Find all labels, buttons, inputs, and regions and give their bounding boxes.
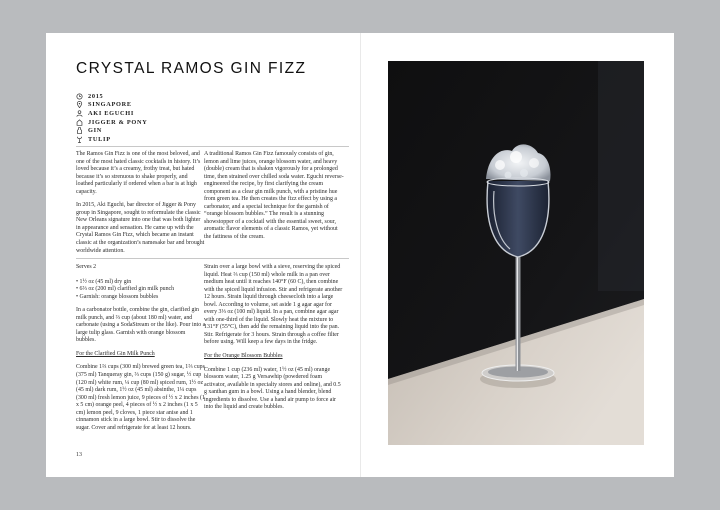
intro-paragraph: The Ramos Gin Fizz is one of the most beloved, and one of the most hated classic cocktails in history. It’s loved because it’s a creamy, frothy treat, but hated because it’s so strenuous to shake properly, and loathed particularly if ordered when a bar is at high capacity. — [76, 151, 201, 195]
recipe-right-column — [204, 264, 344, 418]
spirit-bottle-icon — [76, 127, 88, 134]
ingredient-item: • 6⅔ oz (200 ml) clarified gin milk punch — [76, 286, 206, 294]
strain-text: Strain over a large bowl with a sieve, reserving the spiced liquid. Heat ⅔ cup (150 ml) whole milk in a pan over medium heat until it reaches 140°F (60 C), then combine with the spiced liquid infusion. Stir and refrigerate another 12 hours. Strain liquid through cheesecloth into a large bowl. According to volume, set aside 1 g agar agar for every 3⅓ oz (100 ml) liquid. In a pan, combine agar agar with one-third of the liquid. Slowly heat the mixture to 131°F (55°C), then add the remaining liquid into the pan. Stir. Refrigerate for 3 hours. Strain through a coffee filter before using. Will keep a few days in the fridge. — [204, 264, 343, 346]
calendar-icon — [76, 93, 88, 100]
intro-paragraph: A traditional Ramos Gin Fizz famously consists of gin, lemon and lime juices, orange blossom water, and heavy (double) cream that is shaken vigorously for a prolonged time, then strained over chilled soda water. Eguchi reverse-engineered the recipe, by first clarifying the cream component as a clear gin milk punch, with a pristine hue from green tea. He then creates the fizz effect by using a carbonator, and a special technique for the garnish of “orange blossom bubbles.” The result is a stunning showstopper of a cocktail with the essential sweet, sour, aromatic flavor elements of a classic Ramos, yet without the fattiness of the cream. — [204, 151, 344, 241]
location-pin-icon — [76, 101, 88, 108]
meta-bar: JIGGER & PONY — [76, 118, 147, 127]
bar-building-icon — [76, 119, 88, 126]
ingredient-item: • Garnish: orange blossom bubbles — [76, 294, 206, 302]
ingredient-item: • 1½ oz (45 ml) dry gin — [76, 279, 206, 287]
recipe-title: CRYSTAL RAMOS GIN FIZZ — [76, 60, 307, 77]
cocktail-photo — [388, 61, 644, 445]
divider-middle — [76, 258, 349, 259]
ingredient-list — [76, 279, 206, 302]
recipe-left-column — [76, 264, 206, 438]
bubbles-text: Combine 1 cup (236 ml) water, 1½ oz (45 ml) orange blossom water, 1.25 g Versawhip (powdered foam activator, available in specialty stores and online), and 0.5 g xanthan gum in a bowl. Using a hand blender, blend ingredients to dissolve. Use a hand air pump to force air into the liquid and create bubbles. — [204, 366, 341, 411]
intro-left-column — [76, 151, 206, 261]
sub-heading-milk-punch: For the Clarified Gin Milk Punch — [76, 350, 155, 357]
serves-label: Serves 2 — [76, 264, 97, 270]
method-text: In a carbonator bottle, combine the gin, clarified gin milk punch, and ⅔ cup (about 180 ml) water, and carbonate (using a SodaStream or the like). Pour into a large tulip glass. Garnish with orange blossom bubbles. — [76, 307, 206, 344]
meta-year: 2015 — [76, 92, 147, 101]
glass-icon — [76, 136, 88, 143]
recipe-meta — [76, 92, 147, 144]
meta-spirit: GIN — [76, 126, 147, 135]
intro-paragraph: In 2015, Aki Eguchi, bar director of Jigger & Pony group in Singapore, sought to reformulate the classic New Orleans signature into one that was both lighter in appearance and sensation. He came up with the Crystal Ramos Gin Fizz, which became an instant classic at the organization’s namesake bar and brought worldwide attention. — [76, 202, 205, 254]
intro-right-column — [204, 151, 344, 248]
sub-heading-bubbles: For the Orange Blossom Bubbles — [204, 353, 283, 360]
page-number: 13 — [76, 452, 82, 458]
divider-top — [76, 146, 349, 147]
milk-punch-text: Combine 1⅔ cups (300 ml) brewed green tea, 1⅔ cups (375 ml) Tanqueray gin, ⅔ cups (150 g) sugar, ½ cup (120 ml) white rum, ¼ cup (80 ml) spiced rum, 1½ oz (45 ml) dark rum, 1½ oz (45 ml) absinthe, 1¼ cups (300 ml) fresh lemon juice, 9 pieces of ½ x 2 inches (1 x 5 cm) orange peel, 4 pieces of ½ x 2 inches (1 x 5 cm) lemon peel, 9 cloves, 1 piece star anise and 1 cinnamon stick in a large bowl. Stir to dissolve the sugar. Cover and refrigerate for at least 12 hours. — [76, 364, 205, 431]
person-icon — [76, 110, 88, 117]
meta-city: SINGAPORE — [76, 101, 147, 110]
meta-glass: TULIP — [76, 135, 147, 144]
book-gutter — [360, 33, 361, 477]
meta-creator: AKI EGUCHI — [76, 109, 147, 118]
